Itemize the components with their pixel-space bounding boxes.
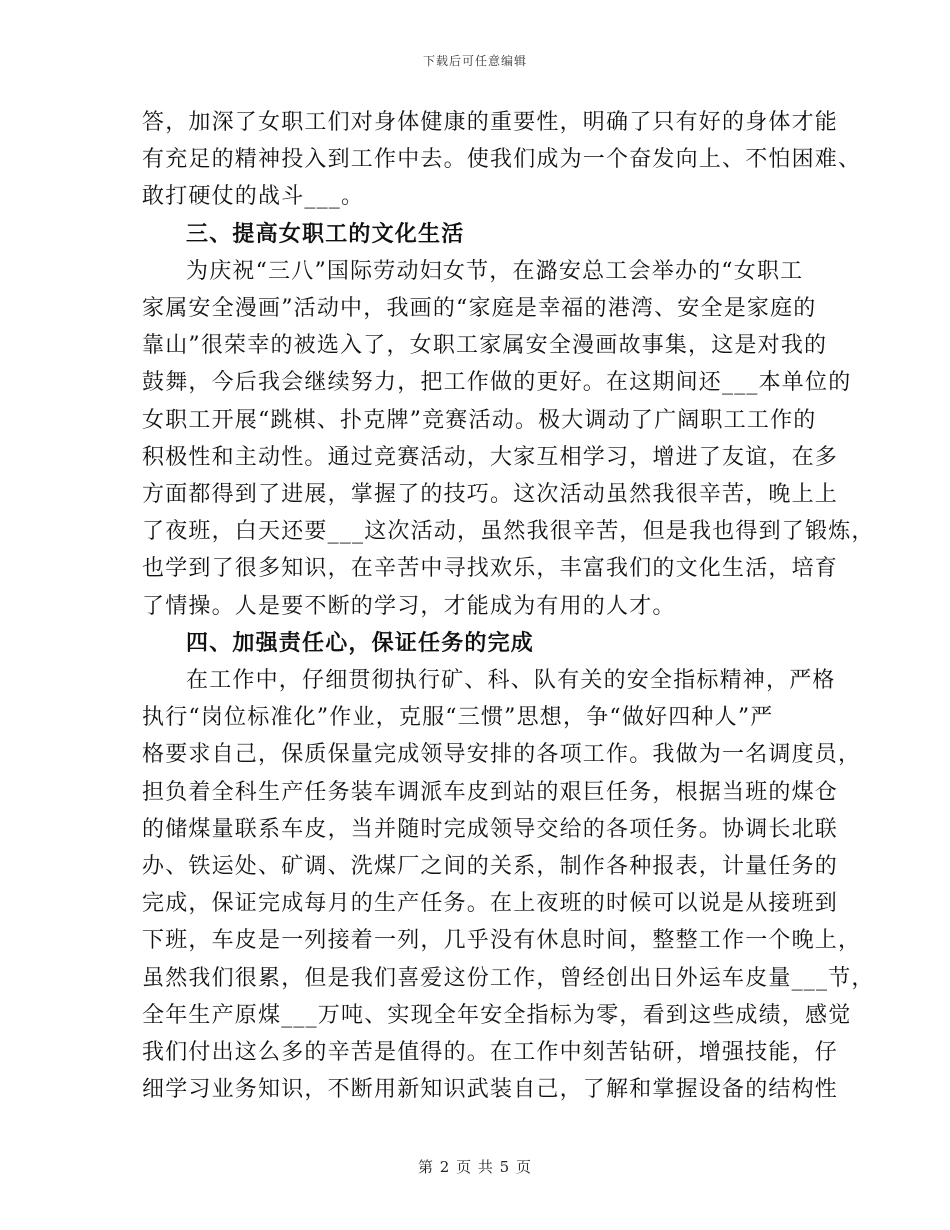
paragraph-line: 办、铁运处、矿调、洗煤厂之间的关系，制作各种报表，计量任务的 (142, 854, 839, 880)
section-heading-4: 四、加强责任心，保证任务的完成 (186, 629, 535, 656)
paragraph-line: 了情操。人是要不断的学习，才能成为有用的人才。 (142, 593, 676, 619)
paragraph-line: 为庆祝“三八”国际劳动妇女节，在潞安总工会举办的“女职工 (186, 258, 804, 284)
paragraph-line: 鼓舞，今后我会继续努力，把工作做的更好。在这期间还___本单位的 (142, 370, 852, 396)
paragraph-line: 积极性和主动性。通过竞赛活动，大家互相学习，增进了友谊，在多 (142, 444, 839, 470)
paragraph-line: 我们付出这么多的辛苦是值得的。在工作中刻苦钻研，增强技能，仔 (142, 1040, 839, 1066)
paragraph-line: 下班，车皮是一列接着一列，几乎没有休息时间，整整工作一个晚上， (142, 928, 862, 954)
paragraph-line: 细学习业务知识，不断用新知识武装自己，了解和掌握设备的结构性 (142, 1077, 839, 1103)
paragraph-line: 全年生产原煤___万吨、实现全年安全指标为零，看到这些成绩，感觉 (142, 1002, 852, 1028)
paragraph-line: 靠山”很荣幸的被选入了，女职工家属安全漫画故事集，这是对我的 (142, 333, 828, 359)
paragraph-line: 完成，保证完成每月的生产任务。在上夜班的时候可以说是从接班到 (142, 891, 839, 917)
document-body (142, 104, 875, 1108)
paragraph-line: 敢打硬仗的战斗___。 (142, 184, 365, 210)
paragraph-line: 虽然我们很累，但是我们喜爱这份工作，曾经创出日外运车皮量___节， (142, 965, 875, 991)
paragraph-line: 也学到了很多知识，在辛苦中寻找欢乐，丰富我们的文化生活，培育 (142, 556, 839, 582)
section-heading-3: 三、提高女职工的文化生活 (186, 220, 465, 247)
paragraph-line: 女职工开展“跳棋、扑克牌”竞赛活动。极大调动了广阔职工工作的 (142, 407, 817, 433)
page-header: 下载后可任意编辑 (422, 54, 527, 68)
paragraph-line: 担负着全科生产任务装车调派车皮到站的艰巨任务，根据当班的煤仓 (142, 779, 839, 805)
paragraph-line: 家属安全漫画”活动中，我画的“家庭是幸福的港湾、安全是家庭的 (142, 296, 817, 322)
paragraph-line: 有充足的精神投入到工作中去。使我们成为一个奋发向上、不怕困难、 (142, 147, 862, 173)
page-number-footer: 第 2 页 共 5 页 (418, 1158, 532, 1176)
paragraph-line: 方面都得到了进展，掌握了的技巧。这次活动虽然我很辛苦，晚上上 (142, 482, 839, 508)
paragraph-line: 了夜班，白天还要___这次活动，虽然我很辛苦，但是我也得到了锻炼， (142, 519, 875, 545)
paragraph-line: 格要求自己，保质保量完成领导安排的各项工作。我做为一名调度员， (142, 742, 862, 768)
paragraph-line: 执行“岗位标准化”作业，克服“三惯”思想，争“做好四种人”严 (142, 705, 774, 731)
paragraph-line: 的储煤量联系车皮，当并随时完成领导交给的各项任务。协调长北联 (142, 816, 839, 842)
paragraph-line: 在工作中，仔细贯彻执行矿、科、队有关的安全指标精神，严格 (186, 668, 836, 694)
paragraph-line: 答，加深了女职工们对身体健康的重要性，明确了只有好的身体才能 (142, 110, 839, 135)
